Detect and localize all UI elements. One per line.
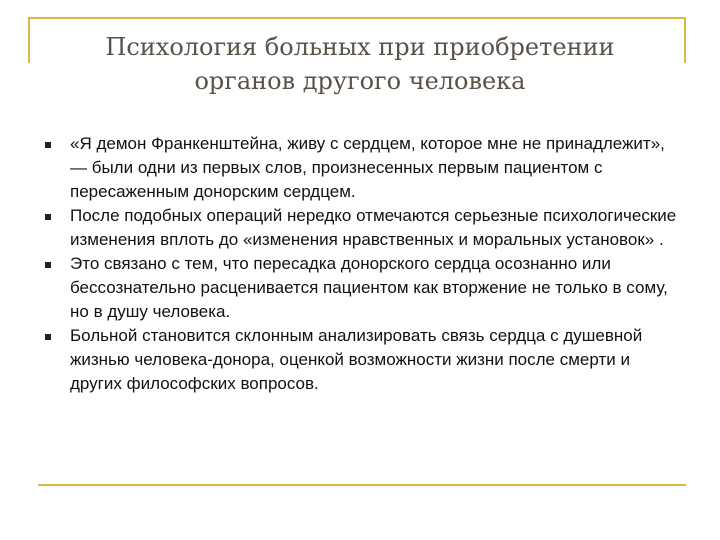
bullet-item [42, 252, 682, 324]
bullet-text: Больной становится склонным анализировать связь сердца с душевной жизнью человека-донора, оценкой возможности жизни после смерти и других философских вопросов. [70, 326, 643, 393]
square-bullet-icon [45, 142, 51, 148]
bullet-item [42, 324, 682, 396]
bullet-text: После подобных операций нередко отмечаются серьезные психологические изменения вплоть до «изменения нравственных и моральных установок» . [70, 206, 677, 249]
square-bullet-icon [45, 214, 51, 220]
title-line-1: Психология больных при приобретении [105, 33, 615, 61]
right-rule [684, 17, 686, 63]
top-rule [28, 17, 686, 19]
square-bullet-icon [45, 334, 51, 340]
bottom-rule [38, 484, 686, 486]
bullet-item [42, 132, 682, 204]
bullet-list [42, 132, 682, 396]
bullet-item [42, 204, 682, 252]
slide-title [40, 30, 680, 98]
title-line-2: органов другого человека [194, 67, 526, 95]
bullet-text: Это связано с тем, что пересадка донорского сердца осознанно или бессознательно расценивается пациентом как вторжение не только в сому, но в душу человека. [70, 254, 668, 321]
left-rule [28, 17, 30, 63]
square-bullet-icon [45, 262, 51, 268]
bullet-text: «Я демон Франкенштейна, живу с сердцем, которое мне не принадлежит», — были одни из первых слов, произнесенных первым пациентом с пересаженным донорским сердцем. [70, 134, 665, 201]
